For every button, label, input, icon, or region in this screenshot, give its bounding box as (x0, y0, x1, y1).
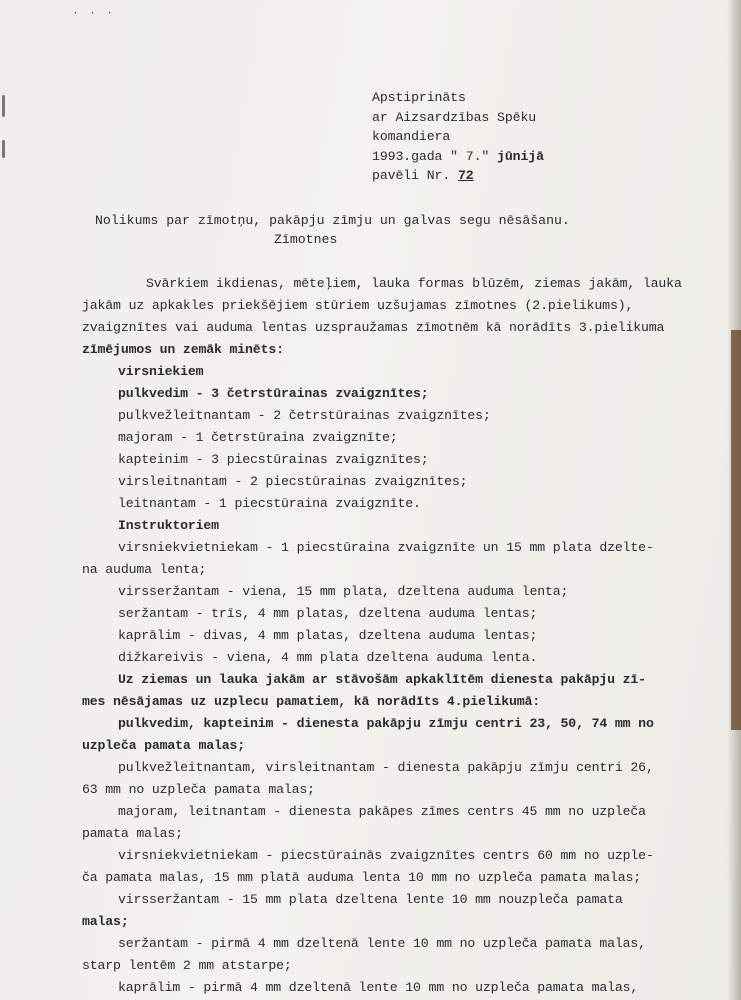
approval-month: jūnijā (497, 148, 544, 164)
document-title: Nolikums par zīmotņu, pakāpju zīmju un galvas segu nēsāšanu. (95, 213, 570, 228)
text-line: Instruktoriem (118, 518, 219, 533)
text-line: virsleitnantam - 2 piecstūrainas zvaigznītes; (118, 474, 468, 489)
margin-mark (2, 140, 5, 158)
text-line: pulkvedim, kapteinim - dienesta pakāpju zīmju centri 23, 50, 74 mm no (118, 716, 654, 731)
approval-line-1: Apstiprināts (372, 90, 466, 105)
approval-line-4 (372, 147, 544, 167)
stray-marks: · · · (72, 8, 116, 20)
margin-mark (2, 95, 5, 117)
text-line: kapteinim - 3 piecstūrainas zvaigznītes; (118, 452, 429, 467)
text-line: zīmējumos un zemāk minēts: (82, 342, 284, 357)
text-line: virsniekvietniekam - 1 piecstūraina zvaigznīte un 15 mm plata dzelte- (118, 540, 654, 555)
text-line: Uz ziemas un lauka jakām ar stāvošām apkaklītēm dienesta pakāpju zī- (118, 672, 646, 687)
text-line: uzpleča pamata malas; (82, 738, 246, 753)
text-line: majoram, leitnantam - dienesta pakāpes zīmes centrs 45 mm no uzpleča (118, 804, 646, 819)
text-line: majoram - 1 četrstūraina zvaigznīte; (118, 430, 398, 445)
text-line: pulkvedim - 3 četrstūrainas zvaigznītes; (118, 386, 429, 401)
text-line: virsseržantam - viena, 15 mm plata, dzeltena auduma lenta; (118, 584, 569, 599)
text-line: leitnantam - 1 piecstūraina zvaigznīte. (118, 496, 421, 511)
text-line: seržantam - trīs, 4 mm platas, dzeltena auduma lentas; (118, 606, 538, 621)
text-line: seržantam - pirmā 4 mm dzeltenā lente 10 mm no uzpleča pamata malas, (118, 936, 646, 951)
text-line: virsniekiem (118, 364, 204, 379)
text-line: zvaigznītes vai auduma lentas uzspraužamas zīmotnēm kā norādīts 3.pielikuma (82, 320, 665, 335)
text-line: pulkvežleitnantam, virsleitnantam - dienesta pakāpju zīmju centri 26, (118, 760, 654, 775)
approval-line-3: komandiera (372, 129, 451, 144)
text-line: malas; (82, 914, 129, 929)
text-line: pamata malas; (82, 826, 183, 841)
section-heading: Zīmotnes (274, 232, 338, 247)
approval-date: 1993.gada " 7." (372, 148, 490, 164)
order-label: pavēli Nr. (372, 168, 451, 183)
text-line: Svārkiem ikdienas, mēteļiem, lauka formas blūzēm, ziemas jakām, lauka (146, 276, 682, 291)
text-line: na auduma lenta; (82, 562, 207, 577)
text-line: 63 mm no uzpleča pamata malas; (82, 782, 315, 797)
text-line: virsniekvietniekam - piecstūrainās zvaigznītes centrs 60 mm no uzple- (118, 848, 654, 863)
text-line: starp lentēm 2 mm atstarpe; (82, 958, 292, 973)
approval-line-2: ar Aizsardzības Spēku (372, 109, 537, 125)
text-line: ča pamata malas, 15 mm platā auduma lenta 10 mm no uzpleča pamata malas; (82, 870, 641, 885)
text-line: kaprālim - divas, 4 mm platas, dzeltena auduma lentas; (118, 628, 538, 643)
approval-block (372, 88, 544, 186)
page-shadow (727, 0, 741, 1000)
text-line: virsseržantam - 15 mm plata dzeltena lente 10 mm nouzpleča pamata (118, 892, 623, 907)
order-number: 72 (457, 168, 474, 183)
text-line: dižkareivis - viena, 4 mm plata dzeltena auduma lenta. (118, 650, 538, 665)
text-line: pulkvežleitnantam - 2 četrstūrainas zvaigznītes; (118, 408, 491, 423)
approval-line-5 (372, 166, 544, 186)
text-line: kaprālim - pirmā 4 mm dzeltenā lente 10 mm no uzpleča pamata malas, (118, 980, 639, 995)
text-line: jakām uz apkakles priekšējiem stūriem uzšujamas zīmotnes (2.pielikums), (82, 298, 634, 313)
text-line: mes nēsājamas uz uzplecu pamatiem, kā norādīts 4.pielikumā: (82, 694, 541, 709)
